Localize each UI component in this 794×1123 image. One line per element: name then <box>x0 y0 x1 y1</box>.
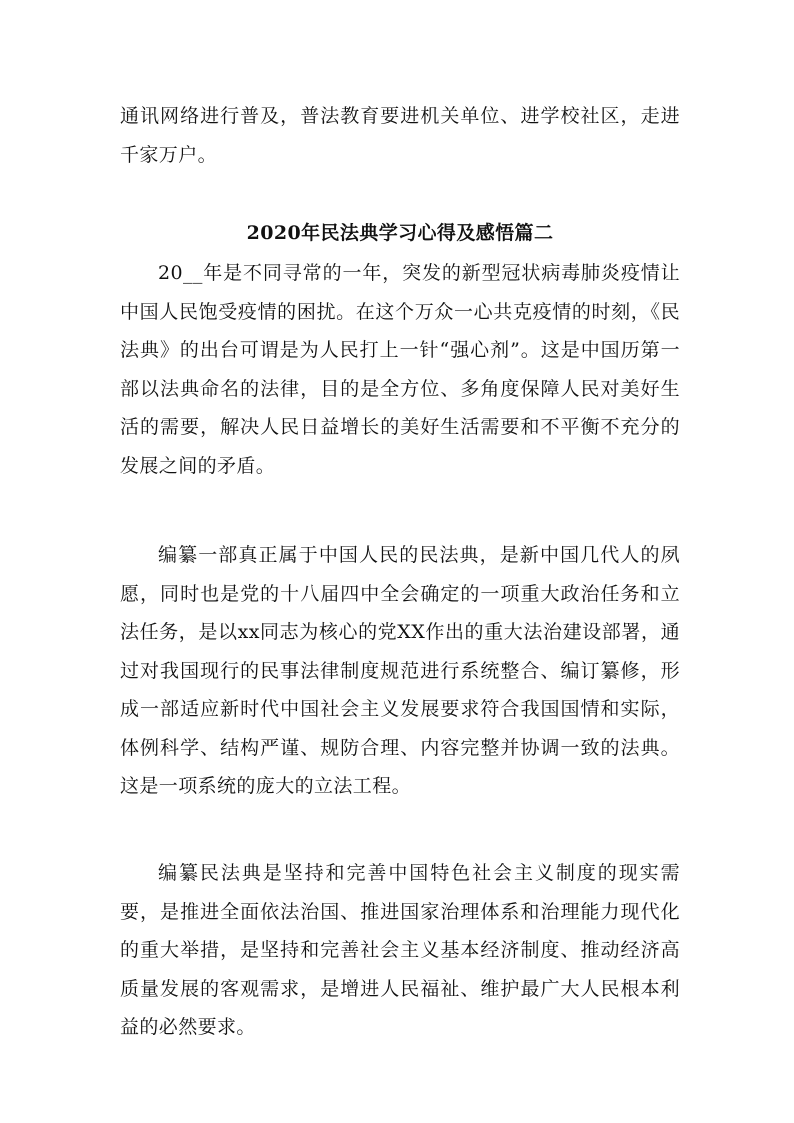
continuation-paragraph: 通讯网络进行普及，普法教育要进机关单位、进学校社区，走进千家万户。 <box>120 105 680 166</box>
section-title: 2020年民法典学习心得及感悟篇二 <box>246 222 554 244</box>
paragraph-3: 编纂民法典是坚持和完善中国特色社会主义制度的现实需要，是推进全面依法治国、推进国家治理体系和治理能力现代化的重大举措，是坚持和完善社会主义基本经济制度、推动经济高质量发展的客观需求，是增进人民福祉、维护最广大人民根本利益的必然要求。 <box>120 862 680 1038</box>
paragraph-2: 编纂一部真正属于中国人民的民法典，是新中国几代人的夙愿，同时也是党的十八届四中全会确定的一项重大政治任务和立法任务，是以xx同志为核心的党XX作出的重大法治建设部署，通过对我国现行的民事法律制度规范进行系统整合、编订纂修，形成一部适应新时代中国社会主义发展要求符合我国国情和实际，体例科学、结构严谨、规防合理、内容完整并协调一致的法典。这是一项系统的庞大的立法工程。 <box>120 544 680 797</box>
paragraph-1: 20__年是不同寻常的一年，突发的新型冠状病毒肺炎疫情让中国人民饱受疫情的困扰。在这个万众一心共克疫情的时刻，《民法典》的出台可谓是为人民打上一针“强心剂”。这是中国历第一部以法典命名的法律，目的是全方位、多角度保障人民对美好生活的需要，解决人民日益增长的美好生活需要和不平衡不充分的发展之间的矛盾。 <box>120 262 680 477</box>
